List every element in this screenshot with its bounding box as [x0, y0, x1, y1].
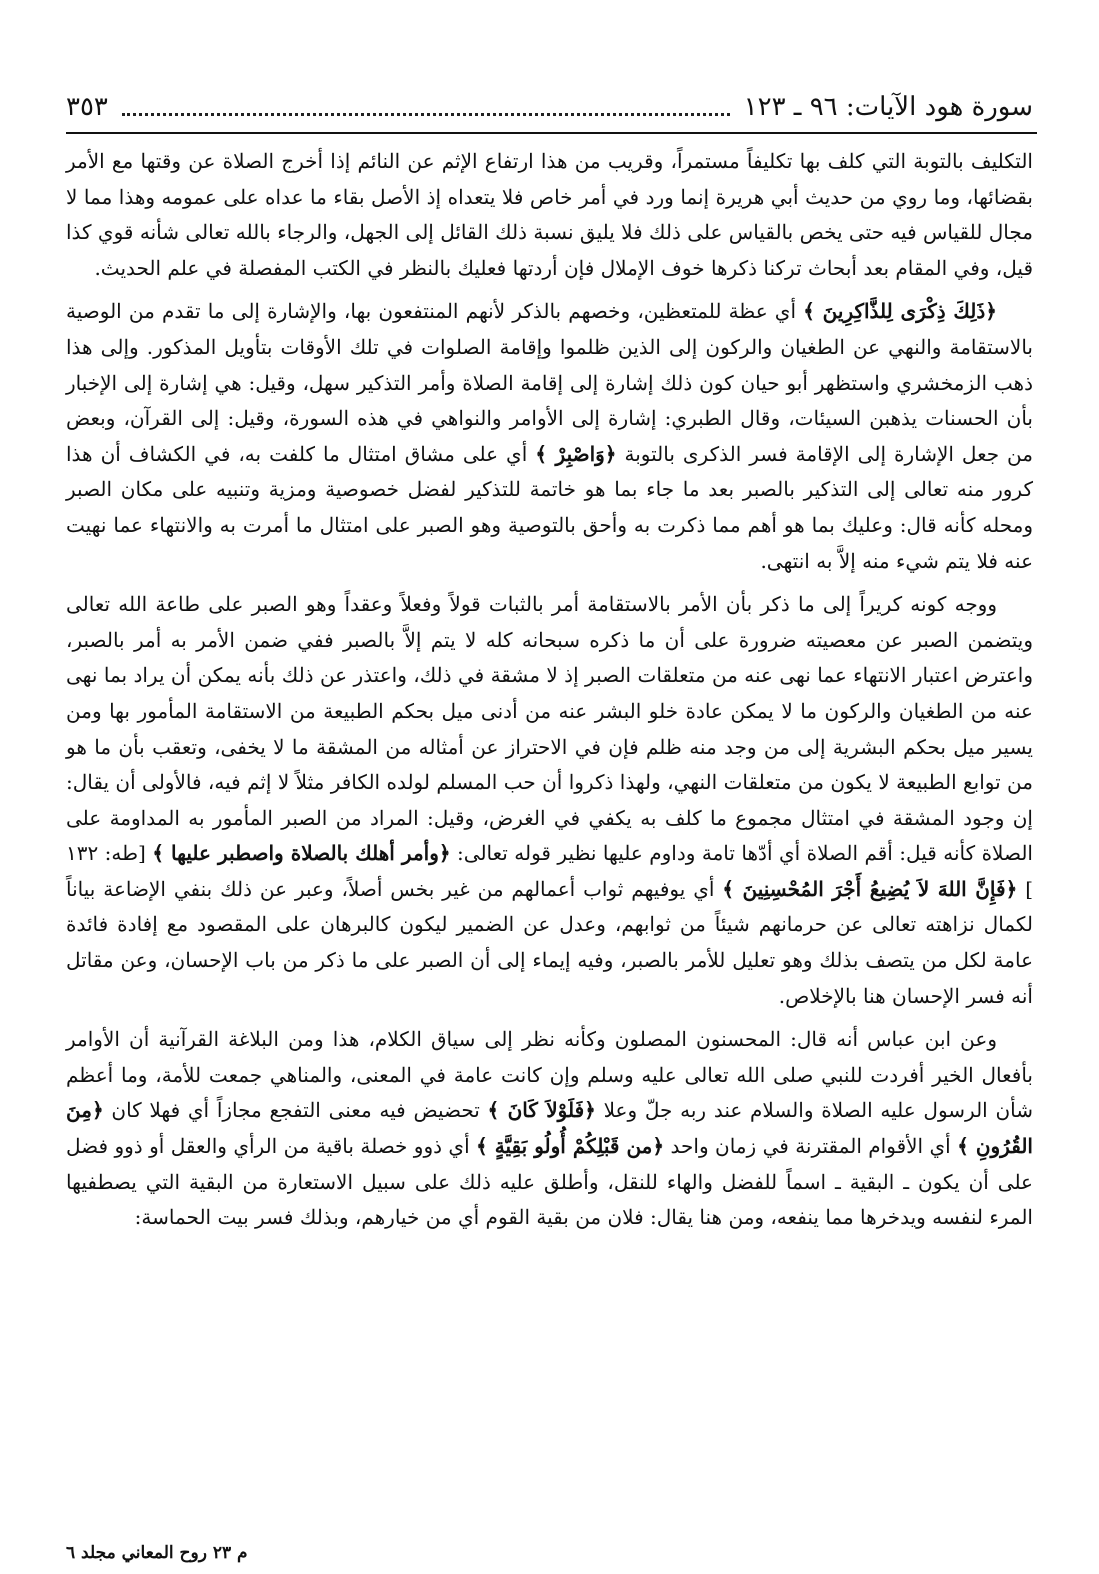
paragraph	[66, 587, 1033, 1014]
paragraph	[66, 1022, 1033, 1236]
body-text	[66, 144, 1033, 1244]
paragraph	[66, 144, 1033, 286]
text-segment: أي الأقوام المقترنة في زمان واحد	[664, 1134, 958, 1159]
quran-quote: ﴿مِنَ القُرُونِ ﴾	[66, 1098, 1033, 1159]
header-dot-leader	[122, 99, 730, 116]
text-segment: [طه: ١٣٢ ]	[66, 841, 1033, 901]
text-segment: أي يوفيهم ثواب أعمالهم من غير بخس أصلاً، وعبر عن ذلك بنفي الإضاعة بياناً لكمال نزاهته تعالى عن حرمانهم شيئاً من ثوابهم، وعدل عن الضمير ليكون كالبرهان على المقصود مع إفادة فائدة عامة لكل من يتصف بذلك وهو تعليل للأمر بالصبر، وفيه إيماء إلى أن الصبر على ما ذكر من باب الإحسان، وعن مقاتل أنه فسر الإحسان هنا بالإخلاص.	[66, 876, 1033, 1008]
quran-quote: ﴿ذَلِكَ ذِكْرَى لِلذَّاكِرِينَ ﴾	[803, 299, 997, 324]
footer-signature: م ٢٣ روح المعاني مجلد ٦	[66, 1543, 248, 1563]
quran-quote: ﴿فَلَوْلاَ كَانَ ﴾	[487, 1098, 596, 1123]
surah-title: سورة هود الآيات: ٩٦ ـ ١٢٣	[743, 92, 1033, 122]
text-segment: وعن ابن عباس أنه قال: المحسنون المصلون وكأنه نظر إلى سياق الكلام، هذا ومن البلاغة القرآنية أن الأوامر بأفعال الخير أفردت للنبي صلى الله تعالى عليه وسلم وإن كانت عامة في المعنى، والمناهي جمعت للأمة، وما أعظم شأن الرسول عليه الصلاة والسلام عند ربه جلّ وعلا	[66, 1027, 1033, 1123]
quran-quote: ﴿وَاصْبِرْ ﴾	[535, 441, 617, 466]
quran-quote: ﴿فَإِنَّ اللهَ لاَ يُضِيعُ أَجْرَ المُحْسِنِينَ ﴾	[722, 876, 1018, 901]
header-rule	[66, 132, 1037, 134]
text-segment: تحضيض فيه معنى التفجع مجازاً أي فهلا كان	[103, 1098, 488, 1123]
page-header	[66, 84, 1033, 130]
text-segment: التكليف بالتوبة التي كلف بها تكليفاً مستمراً، وقريب من هذا ارتفاع الإثم عن النائم إذا أخرج الصلاة عن وقتها مع الأمر بقضائها، وما روي من حديث أبي هريرة إنما ورد في أمر خاص فلا يتعداه إذ الأصل بقاء ما عداه على عمومه وهذا مما لا مجال للقياس فيه حتى يخص بالقياس على ذلك فلا يليق نسبة ذلك القائل إلى الجهل، والرجاء بالله تعالى شأنه قوي كذا قيل، وفي المقام بعد أبحاث تركنا ذكرها خوف الإملال فإن أردتها فعليك بالنظر في الكتب المفصلة في علم الحديث.	[66, 149, 1033, 280]
text-segment: أي ذوو خصلة باقية من الرأي والعقل أو ذوو فضل على أن يكون ـ البقية ـ اسماً للفضل والهاء للنقل، وأطلق عليه ذلك على سبيل الاستعارة من البقية التي يصطفيها المرء لنفسه ويدخرها مما ينفعه، ومن هنا يقال: فلان من بقية القوم أي من خيارهم، وبذلك فسر بيت الحماسة:	[66, 1134, 1033, 1230]
text-segment: ووجه كونه كريراً إلى ما ذكر بأن الأمر بالاستقامة أمر بالثبات قولاً وفعلاً وعقداً وهو الصبر على طاعة الله تعالى ويتضمن الصبر عن معصيته ضرورة على أن ما ذكره سبحانه كله لا يتم إلاَّ بالصبر ففي ضمن الأمر به أمر بالصبر، واعترض اعتبار الانتهاء عما نهى عنه من متعلقات الصبر إذ لا مشقة في ذلك، واعتذر عن ذلك بأنه يمكن أن يراد بما نهى عنه من الطغيان والركون ما لا يمكن عادة خلو البشر عنه من أدنى ميل بحكم الطبيعة من الاستقامة المأمور بها ومن يسير ميل بحكم البشرية إلى من وجد منه ظلم فإن في الاحتراز عن أمثاله من المشقة ما لا يخفى، وتعقب بأن ما هو من توابع الطبيعة لا يكون من متعلقات النهي، ولهذا ذكروا أن حب المسلم لولده الكافر مثلاً لا إثم فيه، فالأولى أن يقال: إن وجود المشقة في امتثال مجموع ما كلف به يكفي في الغرض، وقيل: المراد من الصبر المأمور به المداومة على الصلاة كأنه قيل: أقم الصلاة أي أدّها تامة وداوم عليها نظير قوله تعالى:	[66, 592, 1033, 866]
quran-quote: ﴿وأمر أهلك بالصلاة واصطبر عليها ﴾	[152, 841, 451, 866]
text-segment: أي عظة للمتعظين، وخصهم بالذكر لأنهم المنتفعون بها، والإشارة إلى ما تقدم من الوصية بالاستقامة والنهي عن الطغيان والركون إلى الذين ظلموا وإقامة الصلوات في تلك الأوقات بتأويل المذكور. وإلى هذا ذهب الزمخشري واستظهر أبو حيان كون ذلك إشارة إلى إقامة الصلاة وأمر التذكير سهل، وقيل: هي إشارة إلى الإخبار بأن الحسنات يذهبن السيئات، وقال الطبري: إشارة إلى الأوامر والنواهي في هذه السورة، وقيل: إلى القرآن، وبعض من جعل الإشارة إلى الإقامة فسر الذكرى بالتوبة	[66, 299, 1033, 466]
quran-quote: ﴿من قَبْلِكُمْ أُولُو بَقِيَّةٍ ﴾	[476, 1134, 665, 1159]
paragraph	[66, 294, 1033, 579]
page-number: ٣٥٣	[66, 92, 108, 122]
text-segment: أي على مشاق امتثال ما كلفت به، في الكشاف أن هذا كرور منه تعالى إلى التذكير بالصبر بعد ما جاء بما هو خاتمة للتذكير لفضل خصوصية ومزية وتنبيه على مكان الصبر ومحله كأنه قال: وعليك بما هو أهم مما ذكرت به وأحق بالتوصية وهو الصبر على امتثال ما أمرت به والانتهاء عما نهيت عنه فلا يتم شيء منه إلاَّ به انتهى.	[66, 441, 1033, 573]
